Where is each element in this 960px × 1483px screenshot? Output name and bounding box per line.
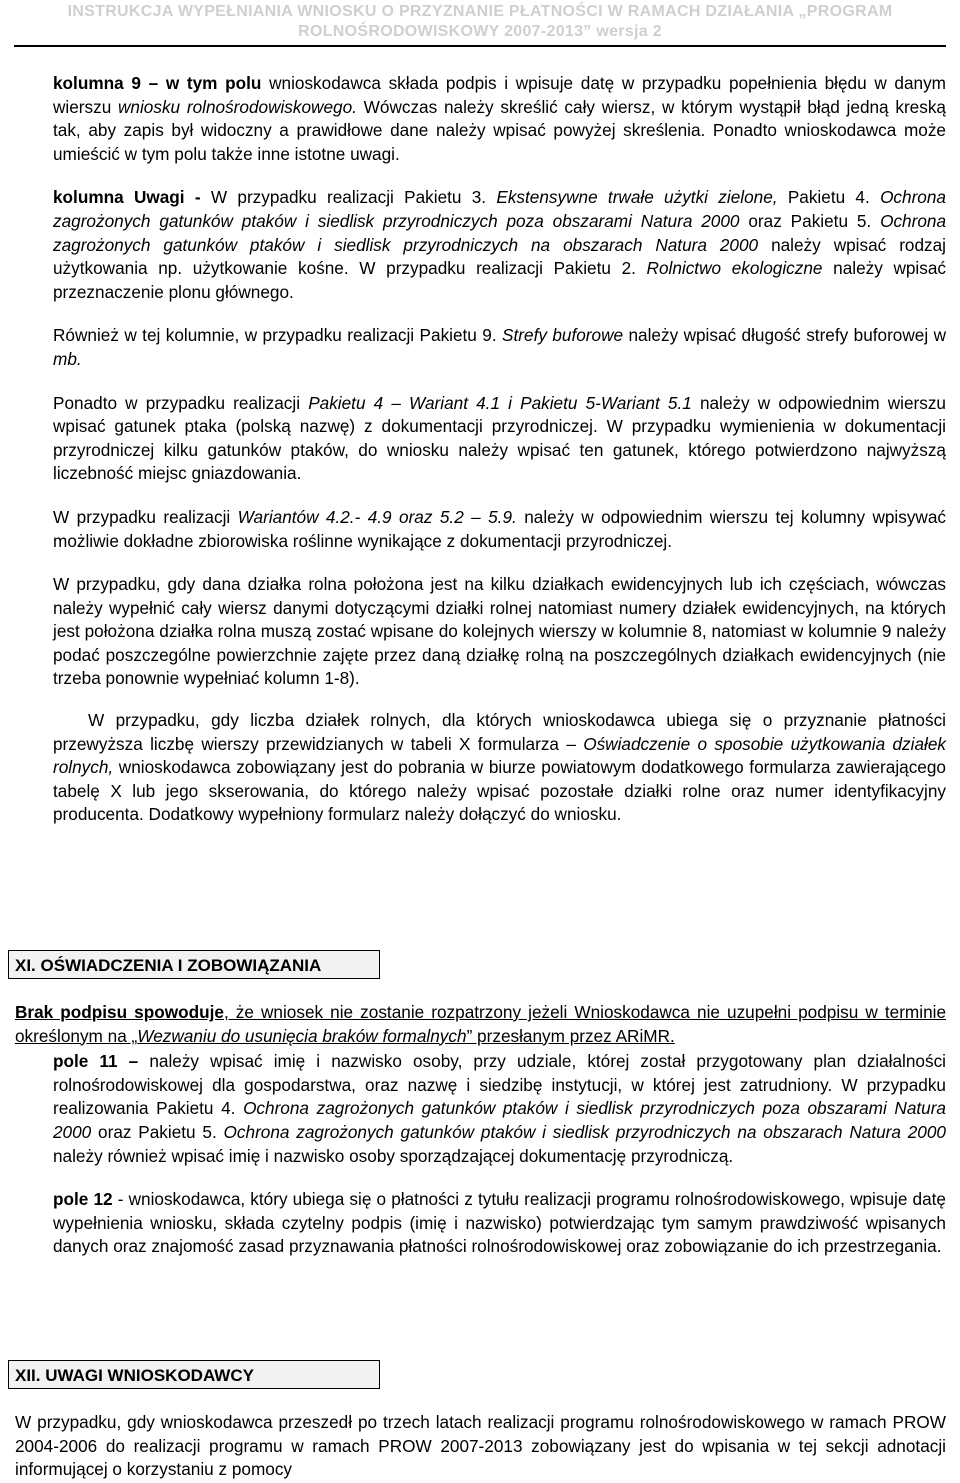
text: należy w odpowiednim wierszu tej kolumny wpisywać możliwie dokładne zbiorowiska roślinne wynikające z dokumentacji przyrodniczej. — [53, 506, 946, 551]
section-xii-body — [15, 1411, 946, 1482]
text: ” przesłanym przez ARiMR. — [466, 1025, 675, 1046]
text: należy również wpisać imię i nazwisko osoby sporządzającej dokumentację przyrodniczą. — [53, 1145, 734, 1166]
term-pole-11: pole 11 – — [53, 1051, 139, 1072]
header-divider — [14, 45, 946, 47]
document-body — [53, 72, 946, 827]
term-pole-12: pole 12 — [53, 1189, 113, 1210]
header-line-2: ROLNOŚRODOWISKOWY 2007-2013” wersja 2 — [298, 23, 662, 40]
running-header — [0, 0, 960, 44]
text: W przypadku, gdy liczba działek rolnych, dla których wnioskodawca ubiega się o przyznanie płatności przewyższa liczbę wierszy przewidzianych w tabeli X formularza – — [53, 710, 946, 754]
text: Również w tej kolumnie, w przypadku realizacji Pakietu 9. — [53, 325, 503, 346]
text: , że wniosek nie zostanie rozpatrzony jeżeli Wnioskodawca nie uzupełni podpisu w terminie określonym na „ — [15, 1002, 947, 1046]
paragraph-kolumna-9 — [53, 72, 946, 166]
italic-text: Wariantów 4.2.- 4.9 oraz 5.2 – 5.9. — [237, 506, 517, 527]
italic-text: mb. — [53, 348, 82, 369]
text: należy wpisać imię i nazwisko osoby, przy udziale, której został przygotowany plan działalności rolnośrodowiskowej dla gospodarstwa, oraz nazwę i siedzibę instytucji, w której jest zatrudniony. W przypadku realizowania Pakietu 4. — [53, 1051, 946, 1119]
italic-text: Pakietu 4 – Wariant 4.1 i Pakietu 5-Wariant 5.1 — [308, 392, 692, 413]
paragraph-wariant-4-1 — [53, 392, 946, 486]
section-heading-xi: XI. OŚWIADCZENIA I ZOBOWIĄZANIA — [8, 950, 380, 979]
text: - wnioskodawca, który ubiega się o płatności z tytułu realizacji programu rolnośrodowiskowego, wpisuje datę wypełnienia wniosku, składa czytelny podpis (imię i nazwisko) potwierdzając tym samym prawdziwość wpisanych danych oraz znajomość zasad przyznawania płatności rolnośrodowiskowej oraz zobowiązanie do ich przestrzegania. — [53, 1189, 946, 1257]
italic-text: Ochrona zagrożonych gatunków ptaków i siedlisk przyrodniczych na obszarach Natura 2000 — [223, 1121, 946, 1142]
text: należy wpisać rodzaj użytkowania np. użytkowanie kośne. W przypadku realizacji Pakietu 2. — [53, 234, 947, 279]
text: W przypadku realizacji Pakietu 3. — [200, 187, 497, 208]
text: W przypadku realizacji — [53, 506, 238, 527]
text: oraz Pakietu 5. — [91, 1121, 224, 1142]
italic-text: Wezwaniu do usunięcia braków formalnych — [137, 1025, 467, 1046]
term-brak-podpisu: Brak podpisu spowoduje — [15, 1002, 224, 1022]
italic-text: Ochrona zagrożonych gatunków ptaków i siedlisk przyrodniczych poza obszarami Natura 2000 — [53, 1098, 946, 1142]
italic-text: Strefy buforowe — [502, 325, 624, 346]
section-xi-body — [15, 1001, 946, 1259]
paragraph-pole-11 — [15, 1050, 946, 1168]
header-line-1: INSTRUKCJA WYPEŁNIANIA WNIOSKU O PRZYZNANIE PŁATNOŚCI W RAMACH DZIAŁANIA „PROGRAM — [67, 3, 893, 20]
paragraph-uwagi-wnioskodawcy: W przypadku, gdy wnioskodawca przeszedł po trzech latach realizacji programu rolnośrodowiskowego w ramach PROW 2004-2006 do realizacji programu w ramach PROW 2007-2013 zobowiązany jest do wpisania w tej sekcji adnotacji informującej o korzystaniu z pomocy — [15, 1412, 946, 1480]
paragraph-pakiet-9 — [53, 324, 946, 371]
paragraph-brak-podpisu — [15, 1001, 946, 1048]
italic-text: Rolnictwo ekologiczne — [646, 258, 823, 279]
text: należy wpisać długość strefy buforowej w — [623, 325, 946, 346]
term-kolumna-9: kolumna 9 – w tym polu — [53, 73, 262, 93]
paragraph-kolumna-uwagi — [53, 186, 946, 304]
text: Wówczas należy skreślić cały wiersz, w którym wystąpił błąd jedną kreską tak, aby zapis był widoczny a prawidłowe dane należy wpisać powyżej skreślenia. Ponadto wnioskodawca może umieścić w tym polu także inne istotne uwagi. — [53, 96, 946, 164]
text: należy wpisać przeznaczenie plonu głównego. — [53, 258, 946, 302]
paragraph-pole-12 — [15, 1188, 946, 1259]
text: należy w odpowiednim wierszu wpisać gatunek ptaka (polską nazwę) z dokumentacji przyrodniczej. W przypadku wymienienia w dokumentacji przyrodniczej kilku gatunków ptaków, do wniosku należy wpisać ten gatunek, którego potwierdzono najwyższą liczebność miejsc gniazdowania. — [53, 392, 946, 484]
italic-text: Oświadczenie o sposobie użytkowania działek rolnych, — [53, 733, 946, 778]
term-kolumna-uwagi: kolumna Uwagi - — [53, 187, 201, 208]
italic-text: Ochrona zagrożonych gatunków ptaków i siedlisk przyrodniczych poza obszarami Natura 2000 — [53, 187, 946, 231]
italic-text: Ekstensywne trwałe użytki zielone, — [496, 187, 778, 208]
paragraph-dzialki-ewidencyjne: W przypadku, gdy dana działka rolna położona jest na kilku działkach ewidencyjnych lub ich częściach, wówczas należy wypełnić cały wiersz danymi dotyczącymi działki rolnej natomiast numery działek ewidencyjnych, na których jest położona działka rolna muszą zostać wpisane do kolejnych wierszy w kolumnie 8, natomiast w kolumnie 9 należy podać poszczególne powierzchnie zajęte przez daną działkę rolną na poszczególnych działkach ewidencyjnych (nie trzeba ponownie wypełniać kolumn 1-8). — [53, 574, 946, 689]
text: oraz Pakietu 5. — [739, 210, 881, 231]
paragraph-warianty — [53, 506, 946, 553]
italic-text: Ochrona zagrożonych gatunków ptaków i siedlisk przyrodniczych na obszarach Natura 2000 — [53, 210, 946, 255]
italic-text: wniosku rolnośrodowiskowego. — [118, 96, 357, 117]
paragraph-dodatkowy-formularz — [53, 709, 946, 827]
text: wnioskodawca składa podpis i wpisuje datę w przypadku popełnienia błędu w danym wierszu — [53, 73, 947, 117]
text: Ponadto w przypadku realizacji — [53, 392, 309, 413]
text: wnioskodawca zobowiązany jest do pobrania w biurze powiatowym dodatkowego formularza zawierającego tabelę X lub jego skserowania, do którego należy wpisać pozostałe działki rolne oraz numer identyfikacyjny producenta. Dodatkowy wypełniony formularz należy dołączyć do wniosku. — [53, 757, 946, 825]
text: Pakietu 4. — [777, 187, 881, 208]
section-heading-xii: XII. UWAGI WNIOSKODAWCY — [8, 1360, 380, 1389]
